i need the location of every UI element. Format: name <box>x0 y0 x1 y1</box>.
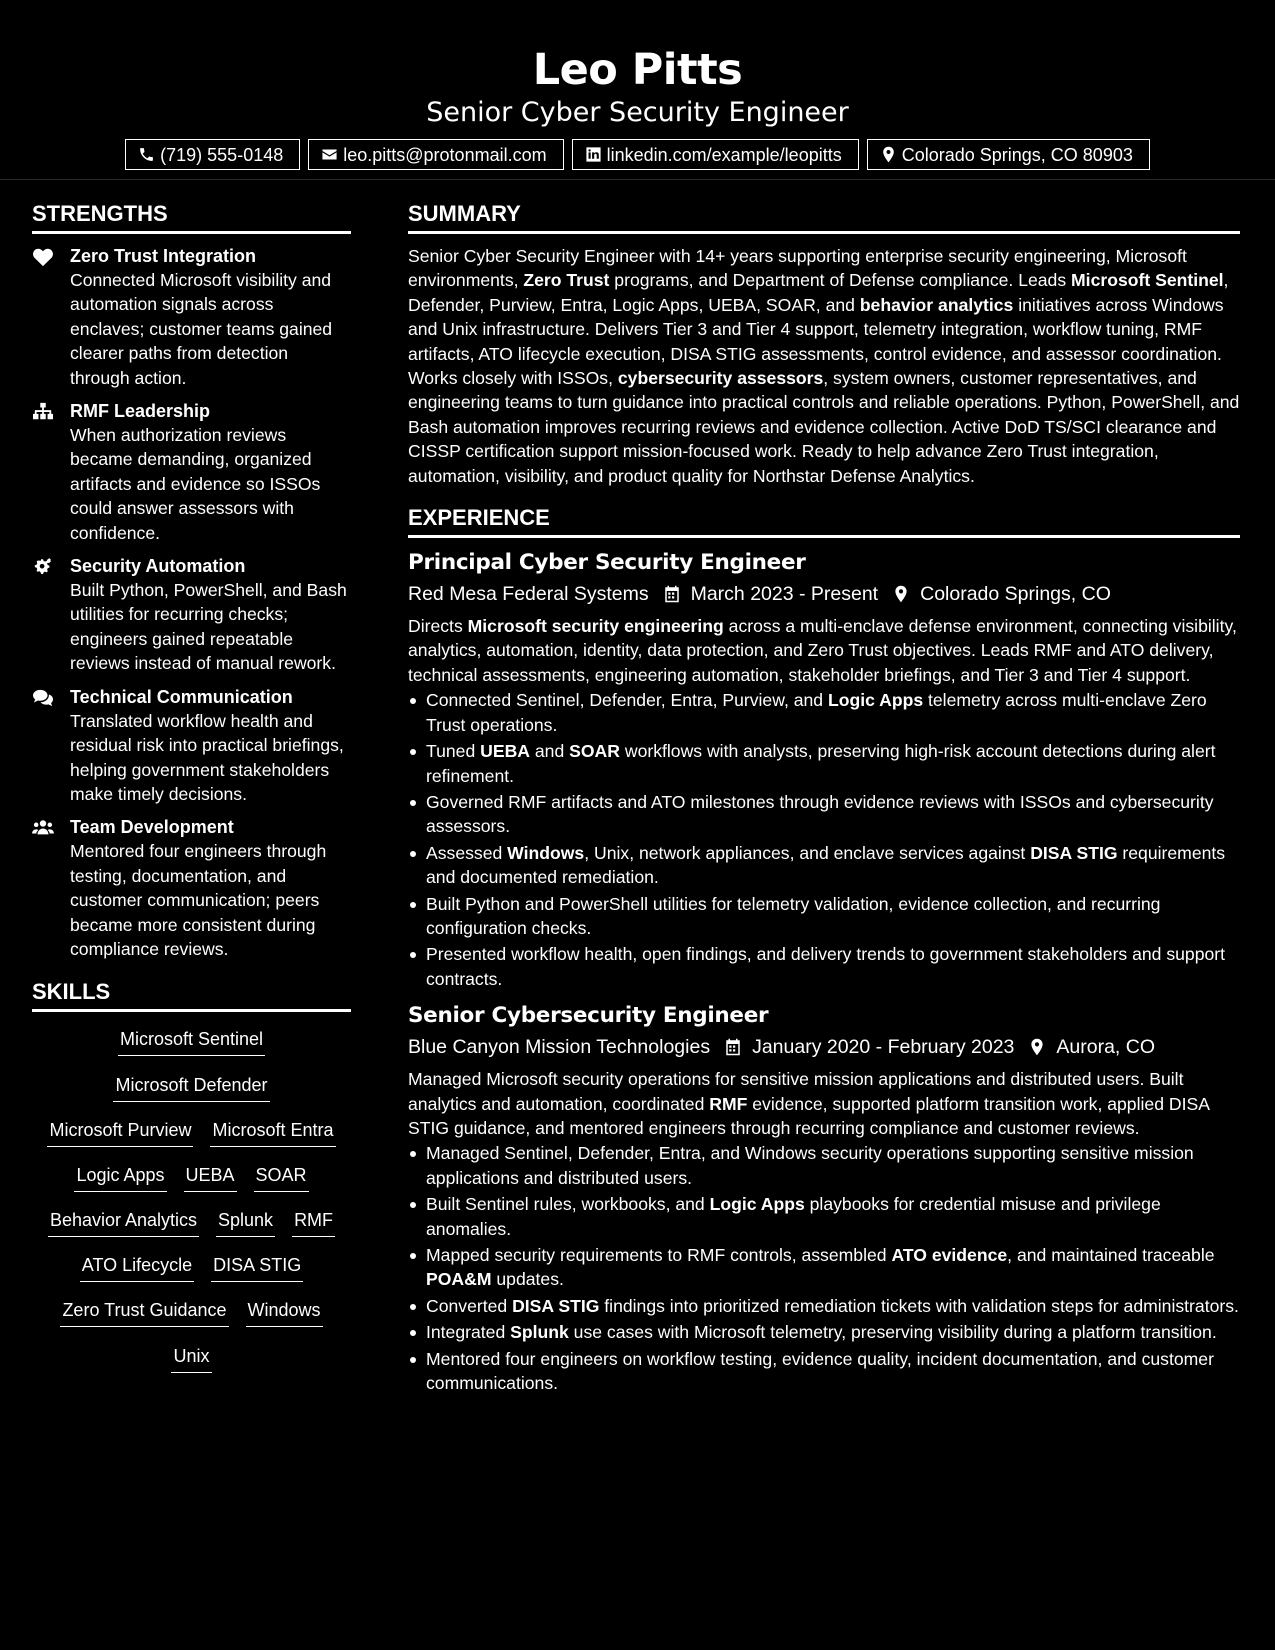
job-title: Senior Cybersecurity Engineer <box>408 1003 769 1029</box>
skill-tag: DISA STIG <box>211 1252 303 1282</box>
job-dates: January 2020 - February 2023 <box>752 1036 1015 1059</box>
skills-list <box>32 1022 351 1384</box>
skill-tag: Microsoft Purview <box>47 1117 193 1147</box>
contact-location <box>867 139 1150 170</box>
job-entry <box>408 1001 1240 1395</box>
envelope-icon <box>321 146 338 163</box>
strength-title: Technical Communication <box>70 686 293 707</box>
strength-desc: Translated workflow health and residual risk into practical briefings, helping government stakeholders make timely decisions. <box>70 710 344 804</box>
strength-desc: Built Python, PowerShell, and Bash utilities for recurring checks; engineers gained repeatable reviews instead of manual rework. <box>70 580 347 674</box>
job-location: Aurora, CO <box>1056 1036 1156 1059</box>
strength-title: Security Automation <box>70 556 246 577</box>
job-bullet: Presented workflow health, open findings, and delivery trends to government stakeholders and support contracts. <box>408 942 1240 991</box>
skill-row <box>32 1068 351 1113</box>
contact-phone[interactable] <box>125 139 300 170</box>
skill-row <box>32 1113 351 1158</box>
skill-row <box>32 1339 351 1384</box>
sitemap-icon <box>32 402 54 422</box>
job-bullet: Integrated Splunk use cases with Microsoft telemetry, preserving visibility during a platform transition. <box>408 1320 1240 1344</box>
job-bullet: Built Sentinel rules, workbooks, and Logic Apps playbooks for credential misuse and privilege anomalies. <box>408 1192 1240 1241</box>
gears-icon <box>32 557 54 577</box>
job-description: Directs Microsoft security engineering across a multi-enclave defense environment, connecting visibility, analytics, automation, identity, data protection, and Zero Trust objectives. Leads RMF and ATO delivery, technical assessments, engineering automation, stakeholder briefings, and Tier 3 and Tier 4 support. <box>408 616 1237 685</box>
skill-row <box>32 1158 351 1203</box>
job-dates: March 2023 - Present <box>690 583 879 606</box>
job-bullet: Mentored four engineers on workflow testing, evidence quality, incident documentation, and customer communications. <box>408 1347 1240 1396</box>
skill-tag: SOAR <box>254 1162 309 1192</box>
strength-item <box>32 399 351 545</box>
strength-title: Zero Trust Integration <box>70 246 257 266</box>
map-pin-icon <box>880 146 897 163</box>
right-column <box>408 200 1240 1403</box>
skill-row <box>32 1022 351 1067</box>
strength-item <box>32 554 351 676</box>
job-bullet: Built Python and PowerShell utilities for telemetry validation, evidence collection, and recurring configuration checks. <box>408 892 1240 941</box>
contact-email-text: leo.pitts@protonmail.com <box>343 144 547 165</box>
candidate-name: Leo Pitts <box>532 45 743 95</box>
contact-linkedin[interactable] <box>572 139 859 170</box>
skill-tag: Unix <box>171 1343 211 1373</box>
strength-desc: Mentored four engineers through testing, documentation, and customer communication; peers became more consistent during compliance reviews. <box>70 841 327 959</box>
job-company: Red Mesa Federal Systems <box>408 583 649 606</box>
contact-phone-text: (719) 555-0148 <box>160 144 284 165</box>
job-meta <box>408 1031 1240 1063</box>
job-bullets <box>408 688 1240 991</box>
job-bullet: Assessed Windows, Unix, network appliances, and enclave services against DISA STIG requirements and documented remediation. <box>408 841 1240 890</box>
skill-tag: Windows <box>246 1297 323 1327</box>
skill-tag: Microsoft Entra <box>210 1117 335 1147</box>
job-bullet: Governed RMF artifacts and ATO milestones through evidence reviews with ISSOs and cybersecurity assessors. <box>408 790 1240 839</box>
map-pin-icon <box>892 585 910 603</box>
contact-email[interactable] <box>308 139 563 170</box>
skill-tag: UEBA <box>184 1162 237 1192</box>
skill-tag: Microsoft Defender <box>113 1072 269 1102</box>
map-pin-icon <box>1028 1038 1046 1056</box>
contact-linkedin-text: linkedin.com/example/leopitts <box>606 144 842 165</box>
job-bullet: Mapped security requirements to RMF controls, assembled ATO evidence, and maintained traceable POA&M updates. <box>408 1243 1240 1292</box>
job-bullets <box>408 1141 1240 1395</box>
strength-item <box>32 815 351 961</box>
linkedin-icon <box>585 146 602 163</box>
strength-title: RMF Leadership <box>70 401 211 422</box>
job-bullet: Converted DISA STIG findings into prioritized remediation tickets with validation steps for administrators. <box>408 1294 1240 1318</box>
contact-location-text: Colorado Springs, CO 80903 <box>901 144 1133 165</box>
skill-tag: Splunk <box>216 1207 275 1237</box>
strength-desc: When authorization reviews became demanding, organized artifacts and evidence so ISSOs could answer assessors with confidence. <box>70 425 321 543</box>
candidate-title: Senior Cyber Security Engineer <box>426 97 849 128</box>
skill-row <box>32 1248 351 1293</box>
skill-row <box>32 1203 351 1248</box>
heart-icon <box>32 247 54 267</box>
users-icon <box>32 818 54 838</box>
contact-bar <box>0 139 1275 170</box>
strength-item <box>32 685 351 807</box>
strength-item <box>32 244 351 390</box>
job-location: Colorado Springs, CO <box>920 583 1111 606</box>
job-description: Managed Microsoft security operations for sensitive mission applications and distributed users. Built analytics and automation, coordinated RMF evidence, supported platform transition work, applied DISA STIG guidance, and mentored engineers through recurring compliance and customer reviews. <box>408 1069 1209 1138</box>
calendar-icon <box>663 585 681 603</box>
calendar-icon <box>724 1038 742 1056</box>
skill-tag: Logic Apps <box>74 1162 166 1192</box>
summary-heading: SUMMARY <box>408 200 1240 234</box>
job-meta <box>408 578 1240 610</box>
skill-tag: RMF <box>292 1207 335 1237</box>
summary-text: Senior Cyber Security Engineer with 14+ years supporting enterprise security engineering, Microsoft environments, Zero Trust programs, and Department of Defense compliance. Leads Microsoft Sentinel, Defender, Purview, Entra, Logic Apps, UEBA, SOAR, and behavior analytics initiatives across Windows and Unix infrastructure. Delivers Tier 3 and Tier 4 support, telemetry integration, workflow tuning, RMF artifacts, ATO lifecycle execution, DISA STIG assessments, control evidence, and assessor coordination. Works closely with ISSOs, cybersecurity assessors, system owners, customer representatives, and engineering teams to turn guidance into practical controls and reliable operations. Python, PowerShell, and Bash automation improves recurring reviews and evidence collection. Active DoD TS/SCI clearance and CISSP certification support mission-focused work. Ready to help advance Zero Trust integration, automation, visibility, and product quality for Northstar Defense Analytics. <box>408 246 1240 486</box>
strength-title: Team Development <box>70 817 234 838</box>
strengths-heading: STRENGTHS <box>32 200 351 234</box>
job-bullet: Managed Sentinel, Defender, Entra, and Windows security operations supporting sensitive mission applications and distributed users. <box>408 1141 1240 1190</box>
skill-row <box>32 1293 351 1338</box>
skill-tag: Zero Trust Guidance <box>60 1297 228 1327</box>
phone-icon <box>138 146 155 163</box>
job-bullet: Tuned UEBA and SOAR workflows with analysts, preserving high-risk account detections during alert refinement. <box>408 739 1240 788</box>
strength-desc: Connected Microsoft visibility and automation signals across enclaves; customer teams gained clearer paths from detection through action. <box>70 270 333 388</box>
job-title: Principal Cyber Security Engineer <box>408 550 806 576</box>
left-column <box>32 200 351 1384</box>
skill-tag: Microsoft Sentinel <box>118 1026 265 1056</box>
resume-header <box>0 0 1275 180</box>
job-entry <box>408 548 1240 991</box>
job-bullet: Connected Sentinel, Defender, Entra, Purview, and Logic Apps telemetry across multi-enclave Zero Trust operations. <box>408 688 1240 737</box>
comments-icon <box>32 688 54 708</box>
job-company: Blue Canyon Mission Technologies <box>408 1036 711 1059</box>
skill-tag: Behavior Analytics <box>48 1207 199 1237</box>
experience-heading: EXPERIENCE <box>408 504 1240 538</box>
skills-heading: SKILLS <box>32 978 351 1012</box>
skill-tag: ATO Lifecycle <box>80 1252 194 1282</box>
